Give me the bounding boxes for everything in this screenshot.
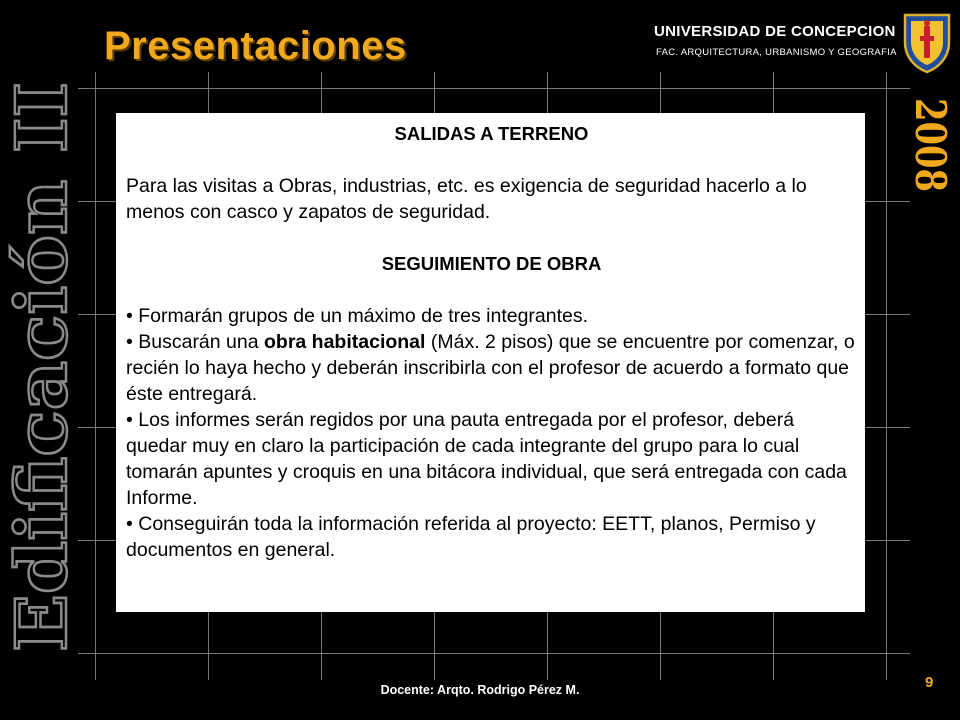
grid-line — [78, 88, 910, 89]
grid-line — [886, 72, 887, 680]
bullet-reports: • Los informes serán regidos por una pauta entregada por el profesor, deberá quedar muy en claro la participación de cada integrante del grupo para lo cual tomarán apuntes y croquis en una bitácora individual, que será entregada con cada Informe. — [126, 409, 847, 509]
year-text: 2008 — [906, 98, 955, 215]
course-name: Edificación II — [0, 127, 83, 652]
bullet-text: • Buscarán una — [126, 331, 264, 353]
university-name: UNIVERSIDAD DE CONCEPCION — [654, 23, 896, 40]
section-heading-field-trips: SALIDAS A TERRENO — [394, 123, 589, 144]
bullet-project-info: • Conseguirán toda la información referida al proyecto: EETT, planos, Permiso y documentos en general. — [126, 513, 816, 561]
bullet-groups: • Formarán grupos de un máximo de tres integrantes. — [126, 305, 589, 327]
university-crest-icon — [902, 12, 952, 74]
field-trips-paragraph: Para las visitas a Obras, industrias, etc. es exigencia de seguridad hacerlo a lo menos con casco y zapatos de seguridad. — [126, 175, 807, 223]
bullet-text: (Máx. 2 pisos) que se encuentre por comenzar, o recién lo haya hecho y deberán inscribirla con el profesor de acuerdo a formato que éste entregará. — [126, 331, 855, 405]
grid-line — [78, 653, 910, 654]
course-vertical-label — [0, 80, 83, 660]
grid-line — [95, 72, 96, 680]
section-heading-site-tracking: SEGUIMIENTO DE OBRA — [381, 253, 602, 274]
year-label — [902, 96, 955, 215]
faculty-name: FAC. ARQUITECTURA, URBANISMO Y GEOGRAFIA — [656, 47, 897, 58]
page-number: 9 — [925, 674, 934, 691]
slide-title: Presentaciones — [104, 24, 407, 68]
content-panel — [116, 113, 865, 612]
bullet-emphasis: obra habitacional — [264, 331, 426, 353]
footer-instructor: Docente: Arqto. Rodrigo Pérez M. — [380, 683, 580, 697]
bullet-housing-work — [126, 329, 857, 407]
